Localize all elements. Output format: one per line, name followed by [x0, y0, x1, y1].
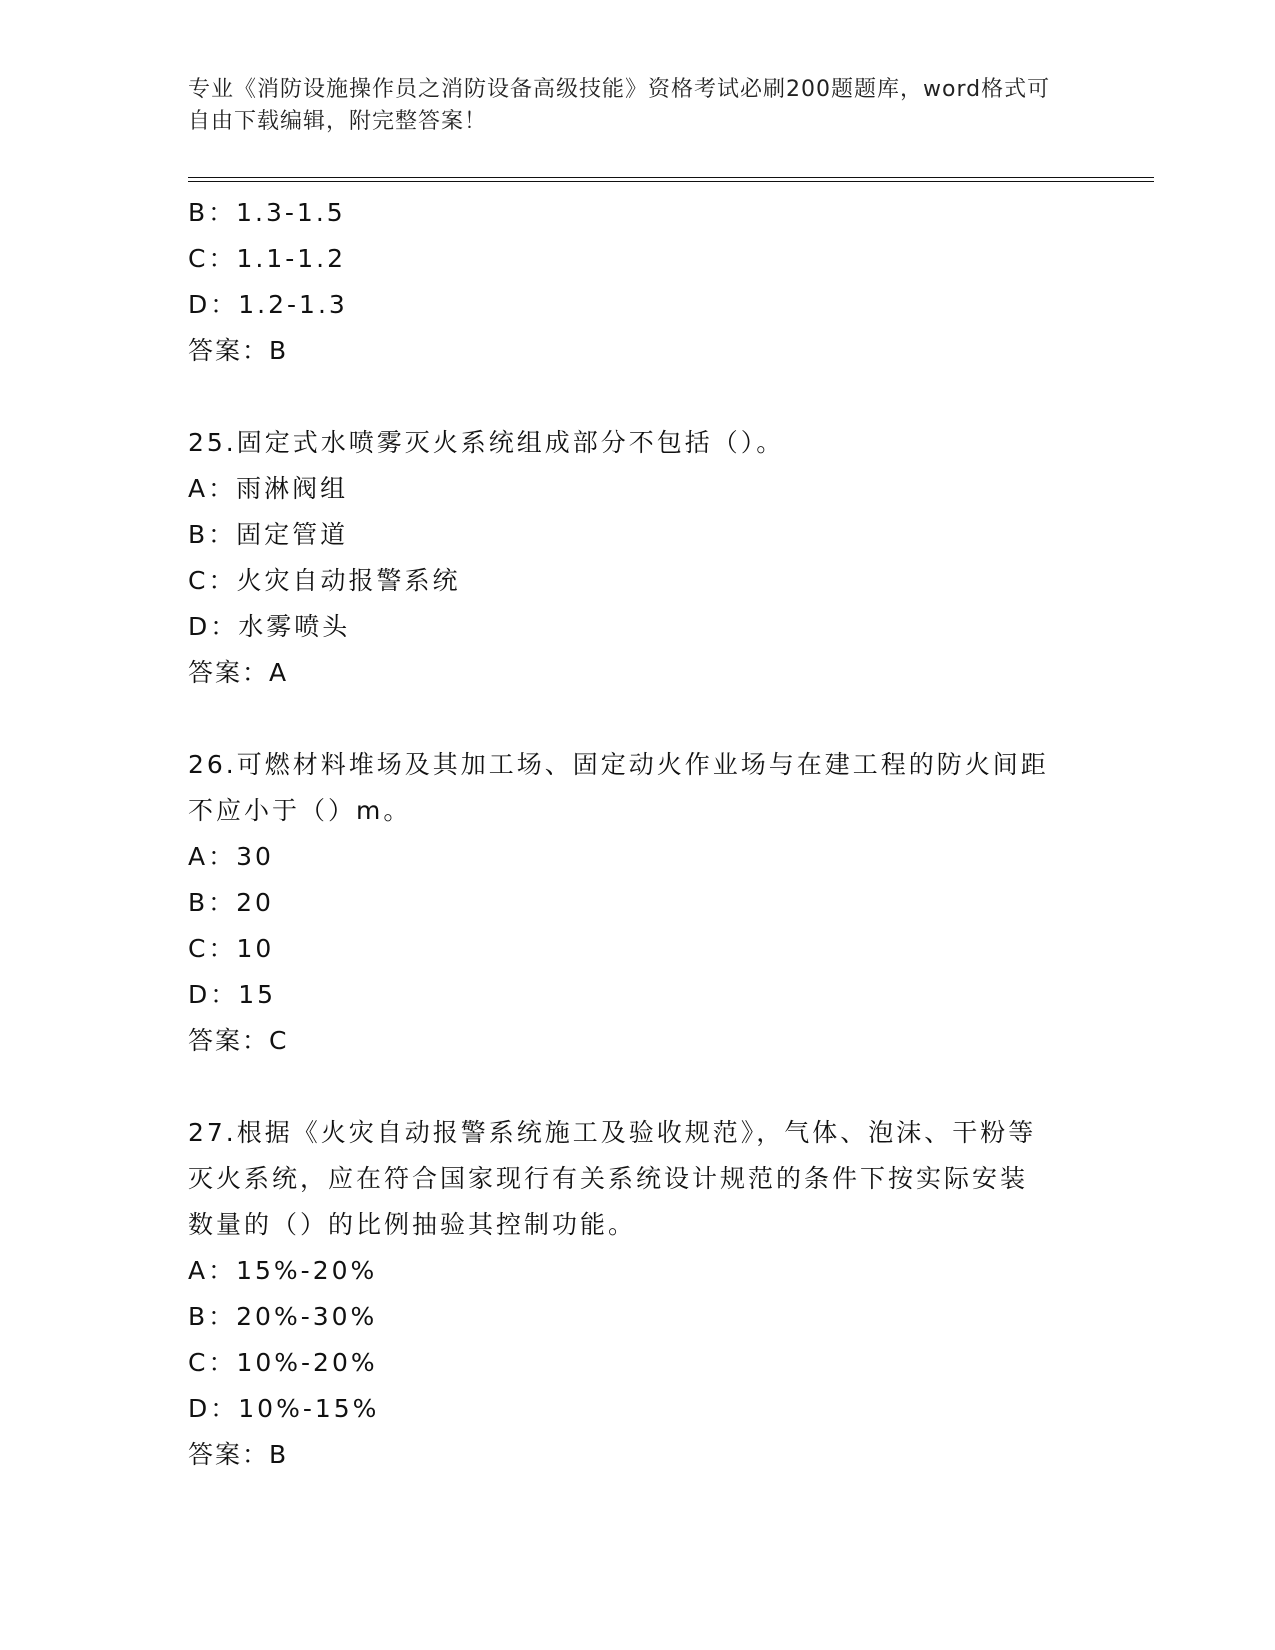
document-header: 专业《消防设施操作员之消防设备高级技能》资格考试必刷200题题库，word格式可自由下载编辑，附完整答案！ [188, 77, 1051, 134]
option-d: D：1.2-1.3 [188, 290, 348, 319]
question-24-partial [188, 190, 1088, 374]
option-a: A：30 [188, 842, 274, 871]
option-b: B：20 [188, 888, 274, 917]
option-c: C：火灾自动报警系统 [188, 566, 461, 595]
question-stem: 25.固定式水喷雾灭火系统组成部分不包括（）。 [188, 428, 785, 457]
option-b: B：1.3-1.5 [188, 198, 346, 227]
question-25 [188, 420, 1088, 696]
question-stem-cont: 数量的（）的比例抽验其控制功能。 [188, 1210, 637, 1239]
answer-line: 答案：B [188, 336, 289, 365]
answer-line: 答案：A [188, 658, 289, 687]
answer-line: 答案：B [188, 1440, 289, 1469]
header-rule-top [188, 177, 1154, 178]
question-stem: 26.可燃材料堆场及其加工场、固定动火作业场与在建工程的防火间距 [188, 750, 1049, 779]
option-c: C：10 [188, 934, 275, 963]
question-stem-cont: 灭火系统，应在符合国家现行有关系统设计规范的条件下按实际安装 [188, 1164, 1029, 1193]
option-c: C：10%-20% [188, 1348, 378, 1377]
option-c: C：1.1-1.2 [188, 244, 347, 273]
header-rule-bottom [188, 181, 1154, 182]
question-stem-cont: 不应小于（）m。 [188, 796, 412, 825]
option-b: B：固定管道 [188, 520, 349, 549]
option-a: A：15%-20% [188, 1256, 378, 1285]
option-d: D：10%-15% [188, 1394, 380, 1423]
option-d: D：15 [188, 980, 277, 1009]
question-stem: 27.根据《火灾自动报警系统施工及验收规范》，气体、泡沫、干粉等 [188, 1118, 1037, 1147]
option-d: D：水雾喷头 [188, 612, 351, 641]
question-list [188, 190, 1088, 1478]
question-27 [188, 1110, 1088, 1478]
question-26 [188, 742, 1088, 1064]
answer-line: 答案：C [188, 1026, 289, 1055]
option-a: A：雨淋阀组 [188, 474, 349, 503]
option-b: B：20%-30% [188, 1302, 378, 1331]
